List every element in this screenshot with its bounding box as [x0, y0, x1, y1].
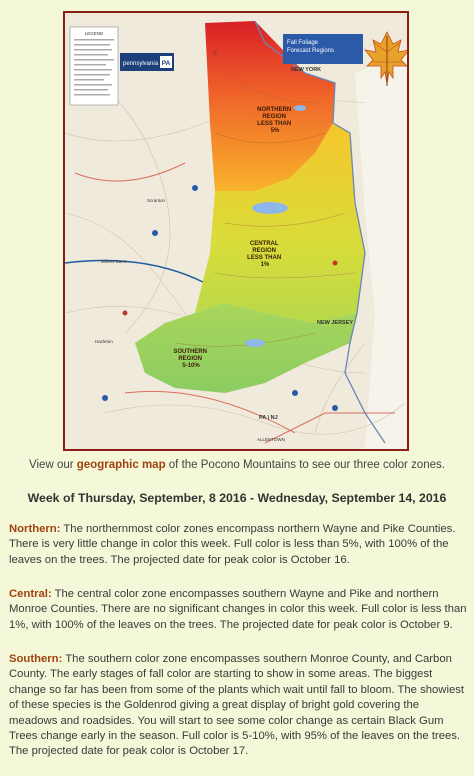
foliage-map-graphic — [65, 13, 407, 449]
town-scranton: Scranton — [147, 198, 166, 203]
region-label-northern: NORTHERN REGION LESS THAN 5% — [257, 107, 292, 134]
northern-label: Northern: — [9, 523, 61, 535]
caption-after: of the Pocono Mountains to see our three color zones. — [165, 459, 445, 471]
region-label-southern: SOUTHERN REGION 5-10% — [173, 349, 207, 369]
pa-badge-letters: PA — [161, 60, 171, 67]
state-label-new-jersey: NEW JERSEY — [317, 320, 354, 326]
foliage-map — [63, 11, 409, 451]
central-section — [9, 587, 467, 633]
region-label-central: CENTRAL REGION LESS THAN 1% — [247, 241, 282, 268]
town-hazleton: Hazleton — [95, 339, 113, 344]
southern-label: Southern: — [9, 653, 63, 665]
southern-section — [9, 652, 467, 760]
state-label-new-york: NEW YORK — [291, 67, 322, 73]
northern-text: The northernmost color zones encompass northern Wayne and Pike Counties. There is very little change in color this week. Full color is less than 5%, with 100% of the leaves on the trees. The projected date for peak color is October 16. — [9, 523, 456, 566]
central-label: Central: — [9, 588, 52, 600]
state-label-pa-nj: PA | NJ — [259, 415, 278, 421]
southern-text: The southern color zone encompasses southern Monroe County, and Carbon County. The early stages of fall color are starting to show in some areas. The biggest change so far has been from some of the plants which wait until fall to bloom. The showiest of these species is the Goldenrod giving a great display of bright gold covering the meadows and roadsides. You will start to see some color change as certain Black Gum Trees change early in the season. Full color is 5-10%, with 95% of the leaves on the trees. The projected date for peak color is October 17. — [9, 653, 465, 758]
geographic-map-link[interactable]: geographic map — [76, 459, 166, 471]
town-allentown: ALLENTOWN — [257, 437, 285, 442]
town-wilkes-barre: Wilkes-Barre — [101, 259, 127, 264]
week-heading: Week of Thursday, September, 8 2016 - Wednesday, September 14, 2016 — [27, 491, 447, 505]
map-caption — [0, 459, 474, 471]
northern-section — [9, 522, 467, 568]
map-title: Fall Foliage Forecast Regions — [287, 40, 335, 54]
pa-brand-text: pennsylvania — [123, 61, 159, 67]
legend-title: LEGEND — [84, 31, 104, 36]
central-text: The central color zone encompasses southern Wayne and Pike and northern Monroe Counties. There are no significant changes in color this week. Full color is less than 1%, with 100% of the leaves on the trees. The projected date for peak color is October 9. — [9, 588, 467, 631]
caption-before: View our — [29, 459, 77, 471]
